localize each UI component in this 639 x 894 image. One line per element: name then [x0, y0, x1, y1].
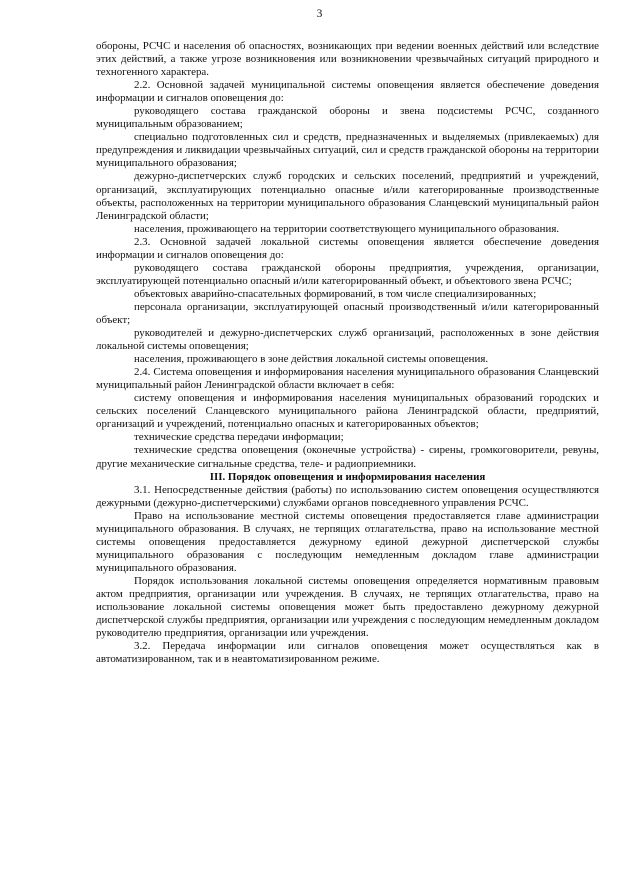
paragraph: обороны, РСЧС и населения об опасностях, возникающих при ведении военных действий или вследствие этих действий, а также угрозе возникновения или возникновении чрезвычайных ситуаций природного и техногенного характера.	[96, 40, 599, 79]
paragraph: Право на использование местной системы оповещения предоставляется главе администрации муниципального образования. В случаях, не терпящих отлагательства, право на использование местной системы оповещения предоставляется дежурному единой дежурной диспетчерской службы муниципального образования с последующим немедленным докладом главе администрации муниципального образования.	[96, 509, 599, 574]
paragraph: дежурно-диспетчерских служб городских и сельских поселений, предприятий и учреждений, организаций, эксплуатирующих потенциально опасные и/или категорированные производственные объекты, расположенных на территории муниципального образования Сланцевский муниципальный район Ленинградской области;	[96, 170, 599, 222]
document-body	[96, 40, 599, 666]
paragraph: технические средства оповещения (оконечные устройства) - сирены, громкоговорители, ревуны, другие механические сигнальные средства, теле- и радиоприемники.	[96, 444, 599, 470]
paragraph: 3.1. Непосредственные действия (работы) по использованию систем оповещения осуществляются дежурными (дежурно-диспетчерскими) службами органов повседневного управления РСЧС.	[96, 483, 599, 509]
paragraph: специально подготовленных сил и средств, предназначенных и выделяемых (привлекаемых) для предупреждения и ликвидации чрезвычайных ситуаций, сил и средств гражданской обороны на территории муниципального образования;	[96, 131, 599, 170]
page-number: 3	[316, 8, 323, 20]
paragraph: Порядок использования локальной системы оповещения определяется нормативным правовым актом предприятия, организации или учреждения. В случаях, не терпящих отлагательства, право на использование локальной системы оповещения может быть предоставлено дежурному дежурной диспетчерской службы предприятия, организации или учреждения с последующим немедленным докладом руководителю предприятия, организации или учреждения.	[96, 574, 599, 640]
paragraph: руководящего состава гражданской обороны предприятия, учреждения, организации, эксплуатирующей потенциально опасный и/или категорированный объект, и объектового звена РСЧС;	[96, 261, 599, 287]
paragraph: технические средства передачи информации;	[134, 431, 344, 444]
paragraph: населения, проживающего на территории соответствующего муниципального образования.	[134, 222, 560, 235]
paragraph: объектовых аварийно-спасательных формирований, в том числе специализированных;	[134, 287, 537, 300]
paragraph: 2.3. Основной задачей локальной системы оповещения является обеспечение доведения информации и сигналов оповещения до:	[96, 235, 599, 261]
paragraph: руководящего состава гражданской обороны и звена подсистемы РСЧС, созданного муниципальным образованием;	[96, 105, 599, 131]
paragraph: систему оповещения и информирования населения муниципальных образований городских и сельских поселений Сланцевского муниципального района Ленинградской области, предприятий, организаций и учреждений, потенциально опасных и категорированных объектов;	[96, 392, 599, 431]
section-heading: III. Порядок оповещения и информирования населения	[209, 470, 486, 483]
paragraph: персонала организации, эксплуатирующей опасный производственный и/или категорированный объект;	[96, 300, 599, 326]
paragraph: 2.2. Основной задачей муниципальной системы оповещения является обеспечение доведения информации и сигналов оповещения до:	[96, 79, 599, 105]
paragraph: 2.4. Система оповещения и информирования населения муниципального образования Сланцевский муниципальный район Ленинградской области включает в себя:	[96, 366, 599, 392]
paragraph: населения, проживающего в зоне действия локальной системы оповещения.	[134, 353, 489, 366]
paragraph: 3.2. Передача информации или сигналов оповещения может осуществляться как в автоматизированном, так и в неавтоматизированном режиме.	[96, 640, 599, 666]
paragraph: руководителей и дежурно-диспетчерских служб организаций, расположенных в зоне действия локальной системы оповещения;	[96, 327, 599, 353]
